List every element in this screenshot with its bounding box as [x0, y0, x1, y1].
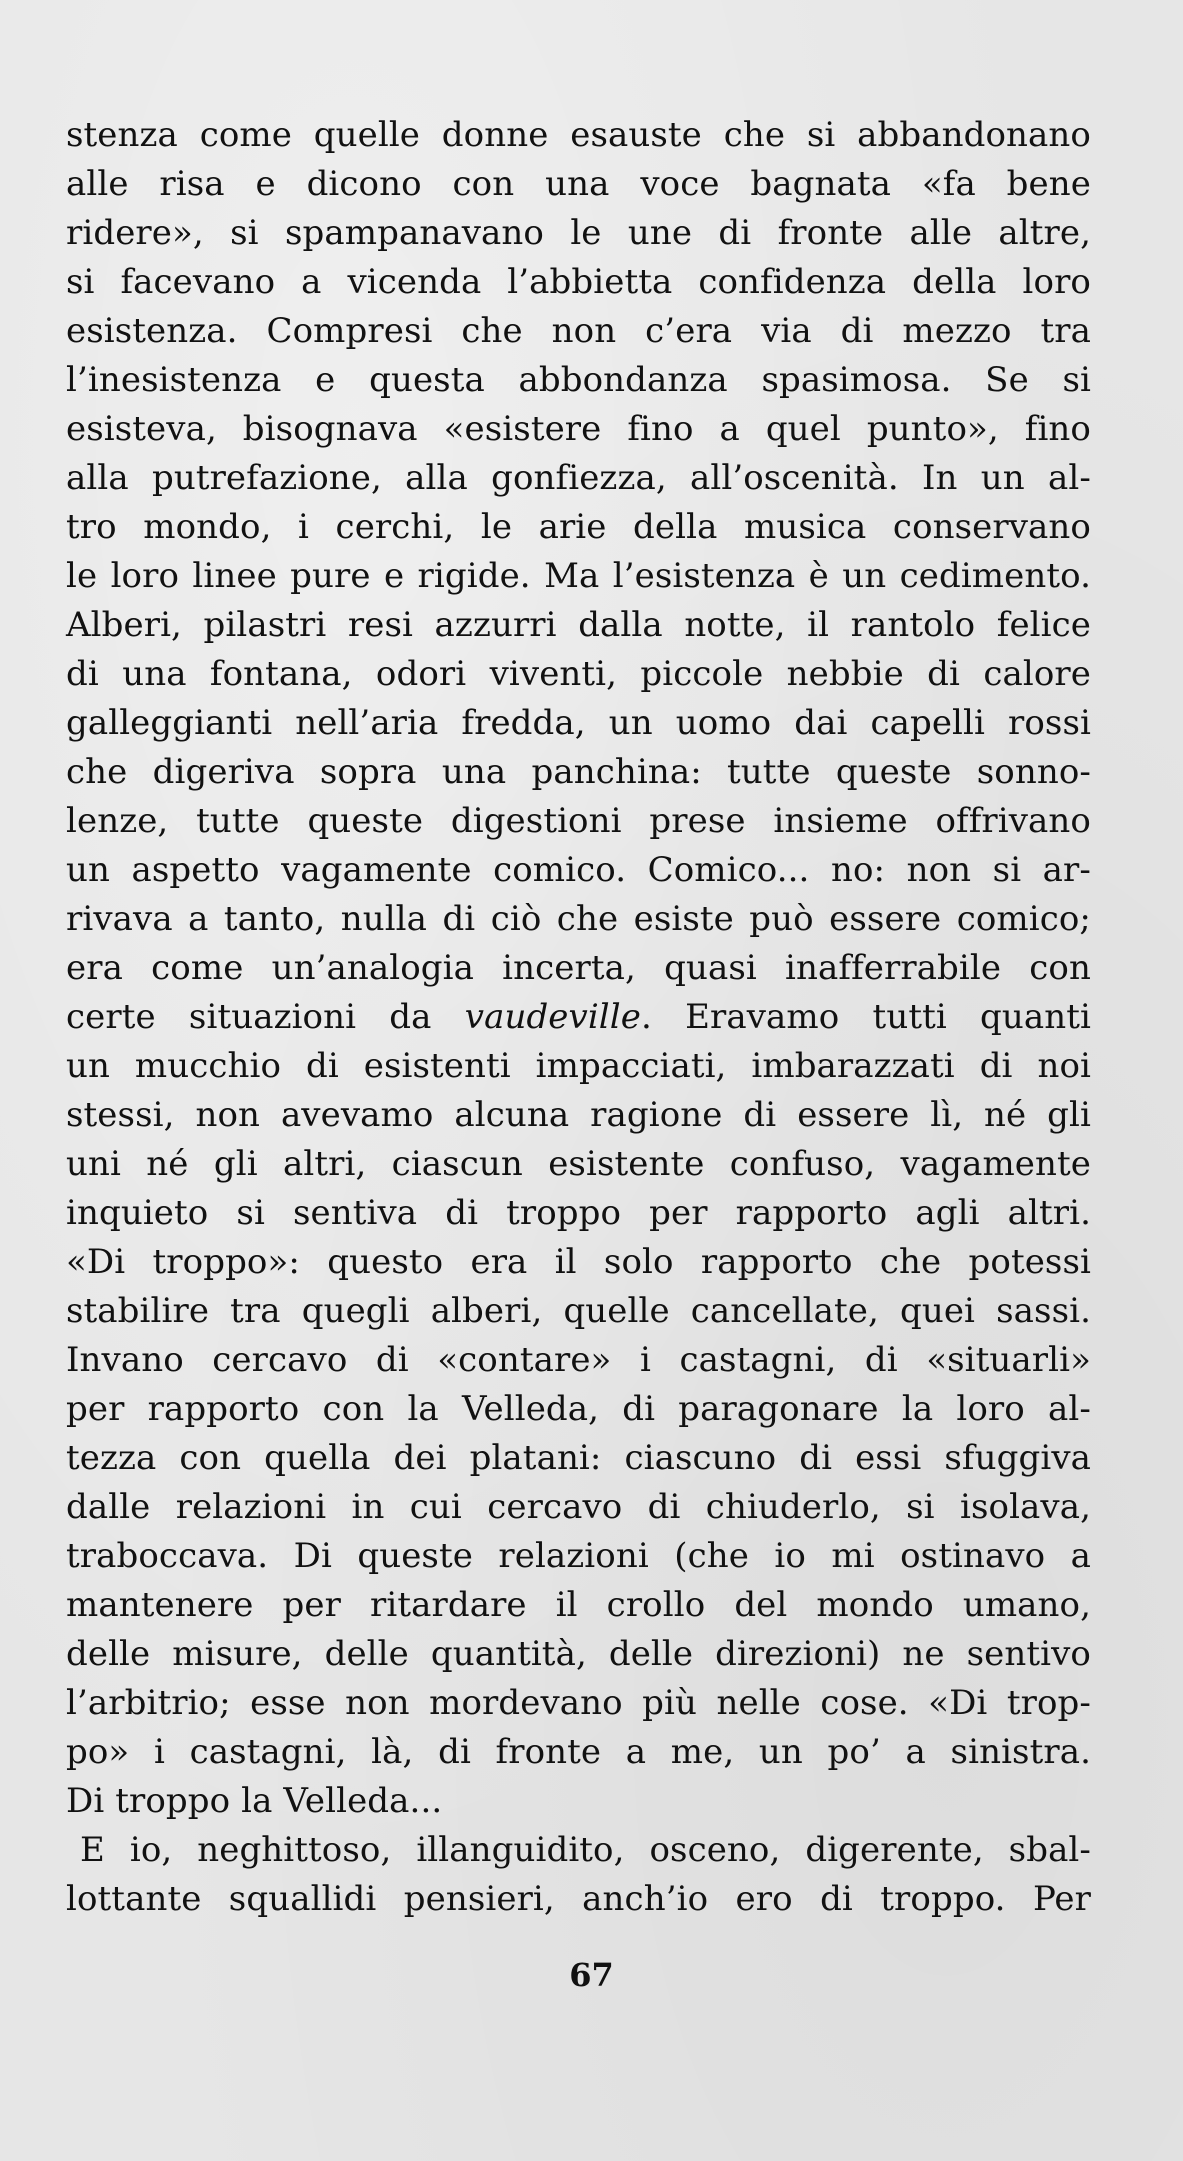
text-line: un aspetto vagamente comico. Comico... no: non si ar-: [66, 850, 1091, 890]
text-line: si facevano a vicenda l’abbietta confidenza della loro: [66, 262, 1091, 302]
italic-term: vaudeville: [464, 997, 641, 1037]
text-line: uni né gli altri, ciascun esistente confuso, vagamente: [66, 1144, 1091, 1184]
text-line: esistenza. Compresi che non c’era via di mezzo tra: [66, 311, 1091, 351]
text-line: traboccava. Di queste relazioni (che io mi ostinavo a: [66, 1536, 1091, 1576]
text-line: po» i castagni, là, di fronte a me, un po’ a sinistra.: [66, 1732, 1091, 1772]
text-line: rivava a tanto, nulla di ciò che esiste può essere comico;: [66, 899, 1091, 939]
text-line: inquieto si sentiva di troppo per rapporto agli altri.: [66, 1193, 1091, 1233]
text-line: [66, 993, 1091, 1042]
text-line: l’arbitrio; esse non mordevano più nelle cose. «Di trop-: [66, 1683, 1091, 1723]
text-line: Alberi, pilastri resi azzurri dalla notte, il rantolo felice: [66, 605, 1091, 645]
text-line: era come un’analogia incerta, quasi inafferrabile con: [66, 948, 1091, 988]
page-number: 67: [569, 1956, 614, 1994]
text-line: alla putrefazione, alla gonfiezza, all’oscenità. In un al-: [66, 458, 1091, 498]
text-line: stessi, non avevamo alcuna ragione di essere lì, né gli: [66, 1095, 1091, 1135]
text-line: dalle relazioni in cui cercavo di chiuderlo, si isolava,: [66, 1487, 1091, 1527]
text-line: Invano cercavo di «contare» i castagni, di «situarli»: [66, 1340, 1091, 1380]
text-line: ridere», si spampanavano le une di fronte alle altre,: [66, 213, 1091, 253]
text-line: tezza con quella dei platani: ciascuno di essi sfuggiva: [66, 1438, 1091, 1478]
text-line: stenza come quelle donne esauste che si abbandonano: [66, 115, 1091, 155]
text-line: l’inesistenza e questa abbondanza spasimosa. Se si: [66, 360, 1091, 400]
text-line: galleggianti nell’aria fredda, un uomo dai capelli rossi: [66, 703, 1091, 743]
text-line: tro mondo, i cerchi, le arie della musica conservano: [66, 507, 1091, 547]
paragraph-start-line: E io, neghittoso, illanguidito, osceno, digerente, sbal-: [80, 1830, 1091, 1870]
text-line: mantenere per ritardare il crollo del mondo umano,: [66, 1585, 1091, 1625]
text-line: lenze, tutte queste digestioni prese insieme offrivano: [66, 801, 1091, 841]
paragraph-end-line: Di troppo la Velleda...: [66, 1781, 443, 1821]
text-run: certe situazioni da: [66, 997, 465, 1037]
text-line: delle misure, delle quantità, delle direzioni) ne sentivo: [66, 1634, 1091, 1674]
text-line: «Di troppo»: questo era il solo rapporto che potessi: [66, 1242, 1091, 1282]
text-line: che digeriva sopra una panchina: tutte queste sonno-: [66, 752, 1091, 792]
text-run: . Eravamo tutti quanti: [640, 997, 1091, 1037]
text-line: un mucchio di esistenti impacciati, imbarazzati di noi: [66, 1046, 1091, 1086]
body-text: [66, 111, 1091, 1924]
text-line: stabilire tra quegli alberi, quelle cancellate, quei sassi.: [66, 1291, 1091, 1331]
text-line: lottante squallidi pensieri, anch’io ero di troppo. Per: [66, 1879, 1091, 1919]
text-line: le loro linee pure e rigide. Ma l’esistenza è un cedimento.: [66, 556, 1091, 596]
text-line: esisteva, bisognava «esistere fino a quel punto», fino: [66, 409, 1091, 449]
text-line: per rapporto con la Velleda, di paragonare la loro al-: [66, 1389, 1091, 1429]
text-line: di una fontana, odori viventi, piccole nebbie di calore: [66, 654, 1091, 694]
text-line: alle risa e dicono con una voce bagnata «fa bene: [66, 164, 1091, 204]
